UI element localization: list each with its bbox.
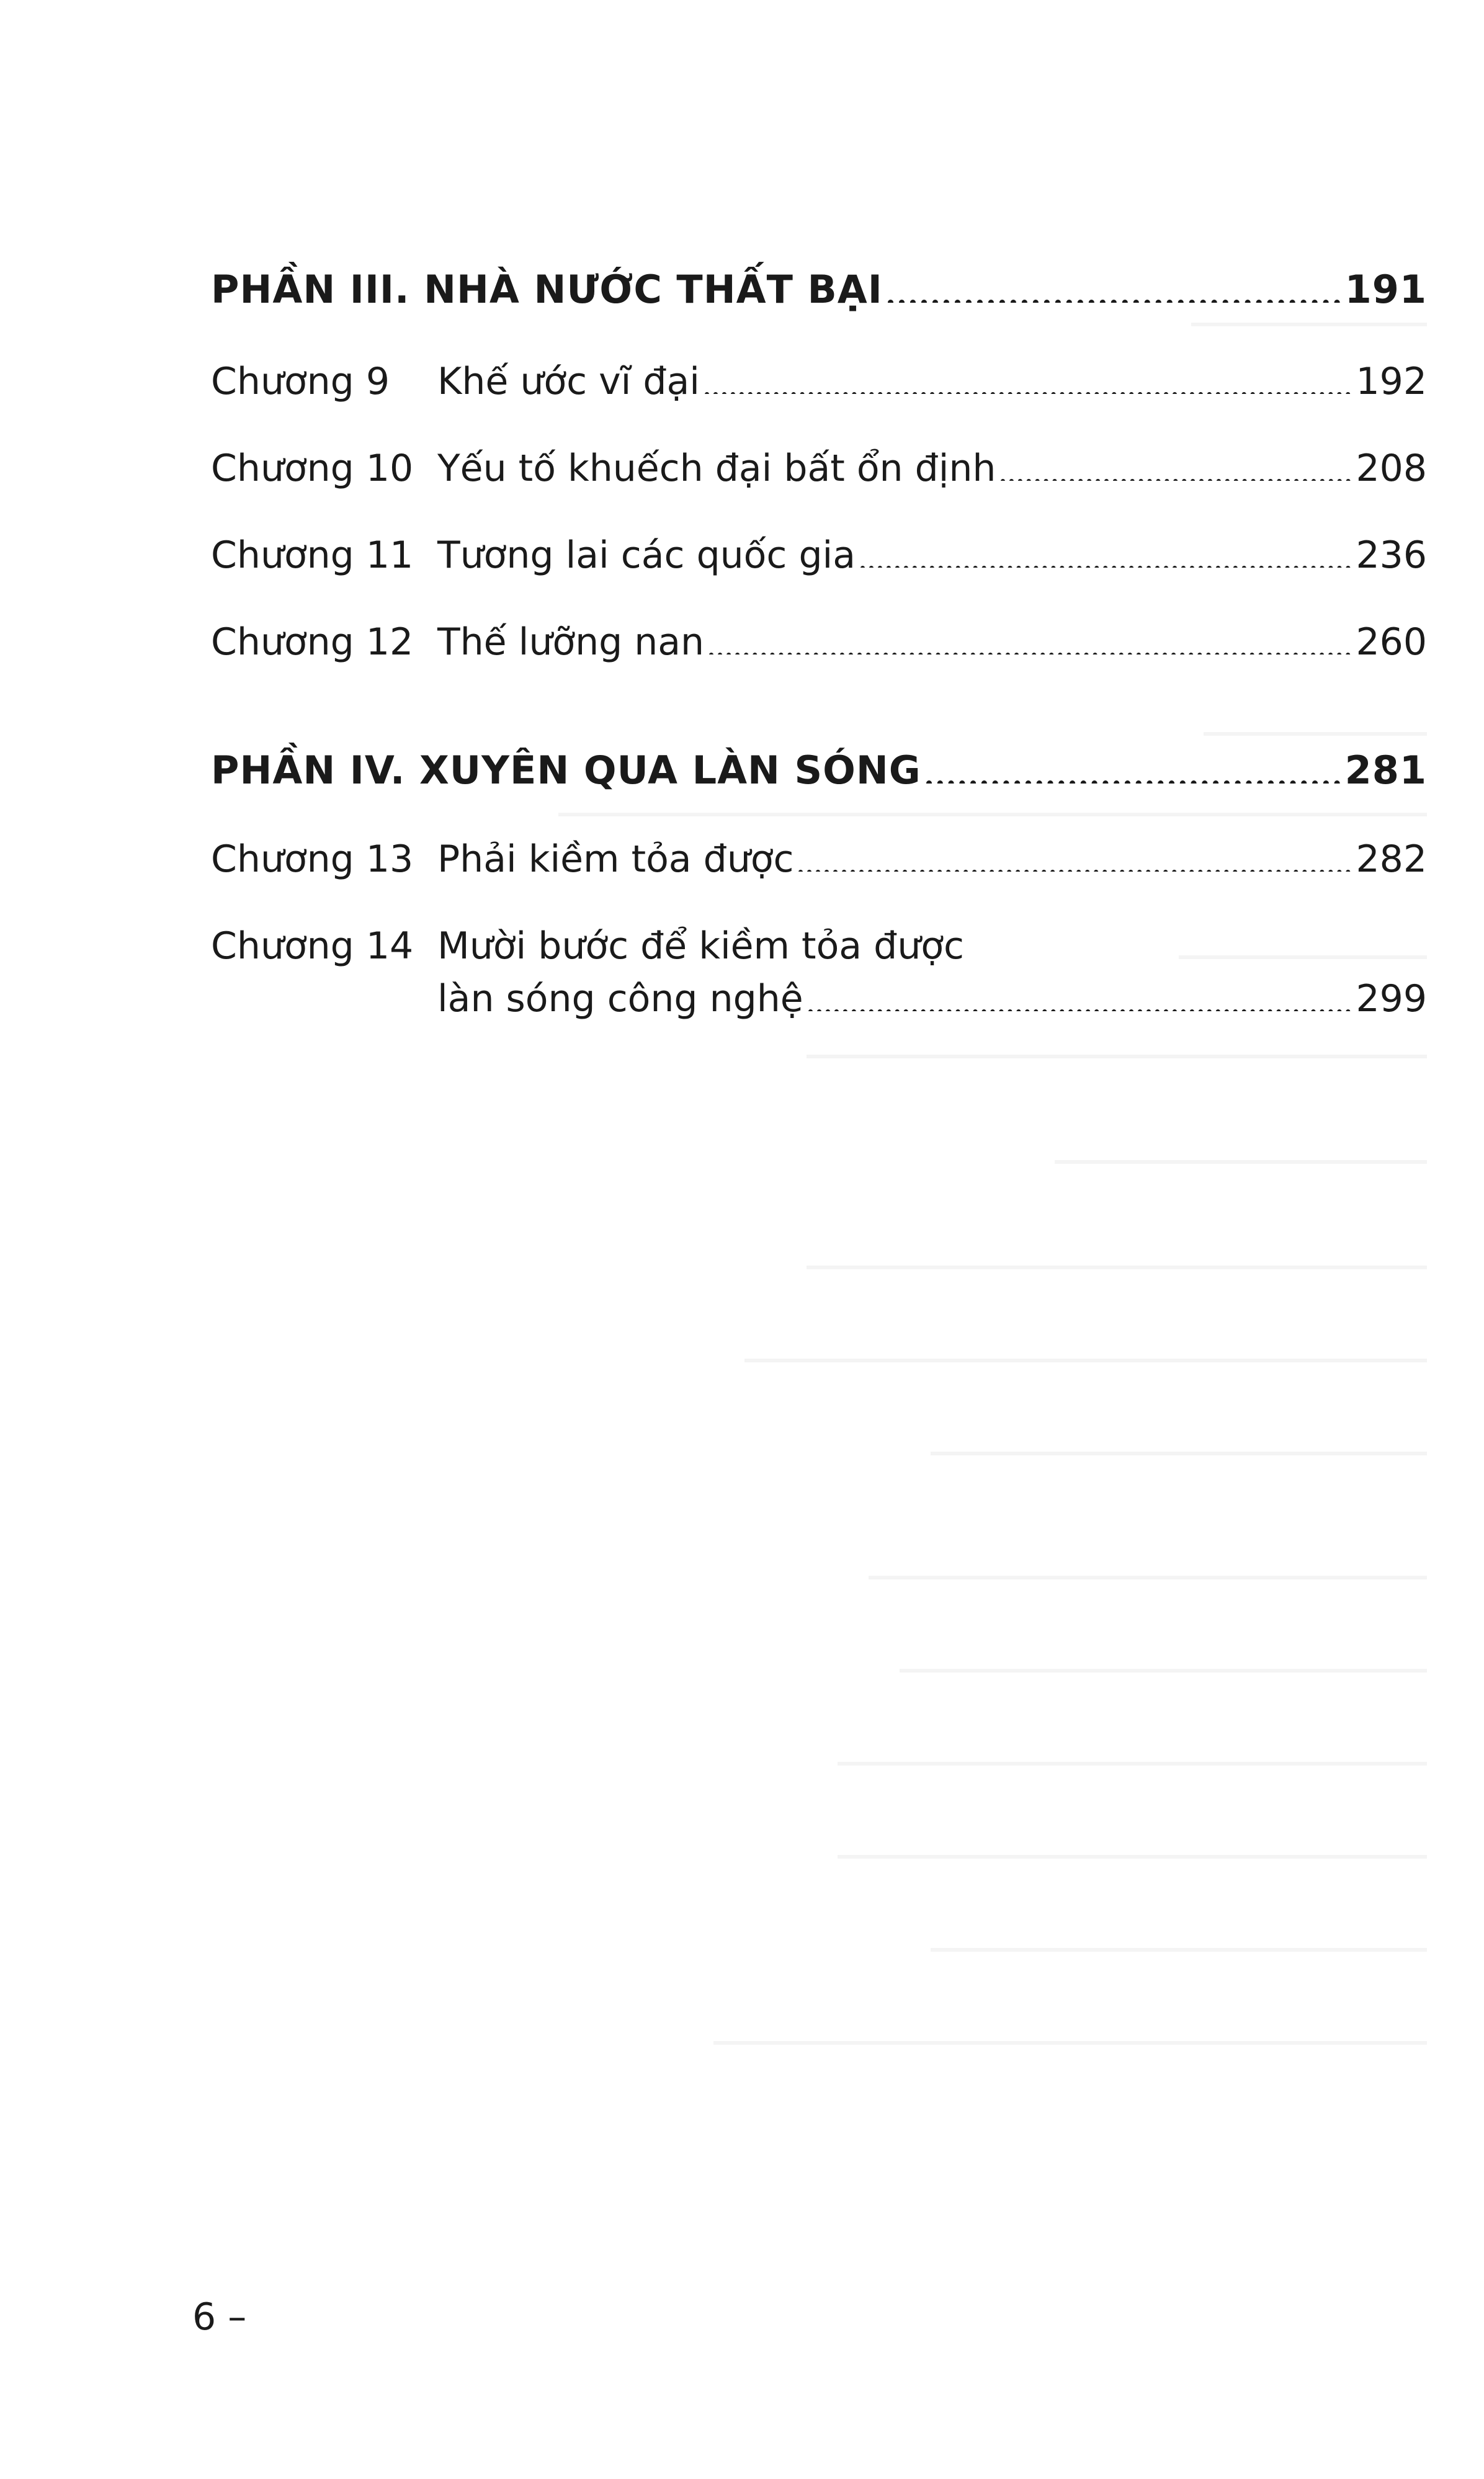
chapter-label: Chương 10: [211, 447, 414, 490]
chapter-label: Chương 13: [211, 838, 414, 881]
toc-chapter-entry-multiline[interactable]: [211, 924, 1427, 968]
dot-leader: [705, 388, 1351, 394]
chapter-title-line-2: làn sóng công nghệ: [437, 977, 803, 1021]
chapter-title: Phải kiềm tỏa được: [437, 838, 794, 881]
chapter-label: Chương 11: [211, 534, 414, 577]
chapter-title: Thế lưỡng nan: [437, 620, 705, 664]
page-number: 208: [1356, 447, 1427, 490]
part-title: PHẦN IV. XUYÊN QUA LÀN SÓNG: [211, 748, 921, 793]
toc-chapter-entry[interactable]: [211, 620, 1427, 664]
page-folio: 6 –: [192, 2295, 247, 2339]
page-number: 281: [1344, 748, 1427, 793]
dot-leader: [798, 865, 1351, 872]
part-title: PHẦN III. NHÀ NƯỚC THẤT BẠI: [211, 267, 883, 312]
chapter-title: Khế ước vĩ đại: [437, 360, 700, 403]
dot-leader: [888, 297, 1340, 303]
chapter-title: Tương lai các quốc gia: [437, 534, 856, 577]
page-number: 236: [1356, 534, 1427, 577]
dot-leader: [808, 1005, 1351, 1011]
dot-leader: [1001, 475, 1351, 481]
toc-chapter-entry[interactable]: [211, 447, 1427, 490]
toc-chapter-entry[interactable]: [211, 360, 1427, 403]
page-number: 192: [1356, 360, 1427, 403]
toc-part-entry[interactable]: [211, 267, 1427, 312]
toc-chapter-entry[interactable]: [211, 534, 1427, 577]
toc-chapter-entry-continuation[interactable]: [211, 977, 1427, 1021]
page-number: 299: [1356, 977, 1427, 1021]
chapter-title-line-1: Mười bước để kiềm tỏa được: [437, 924, 964, 968]
dot-leader: [860, 561, 1351, 568]
chapter-label: Chương 9: [211, 360, 390, 403]
page-number: 282: [1356, 838, 1427, 881]
page-number: 191: [1344, 267, 1427, 312]
toc-part-entry[interactable]: [211, 748, 1427, 793]
dot-leader: [926, 777, 1340, 784]
chapter-label: Chương 12: [211, 620, 414, 664]
dot-leader: [709, 648, 1351, 654]
page-number: 260: [1356, 620, 1427, 664]
chapter-title: Yếu tố khuếch đại bất ổn định: [437, 447, 996, 490]
toc-chapter-entry[interactable]: [211, 838, 1427, 881]
chapter-label: Chương 14: [211, 924, 414, 968]
